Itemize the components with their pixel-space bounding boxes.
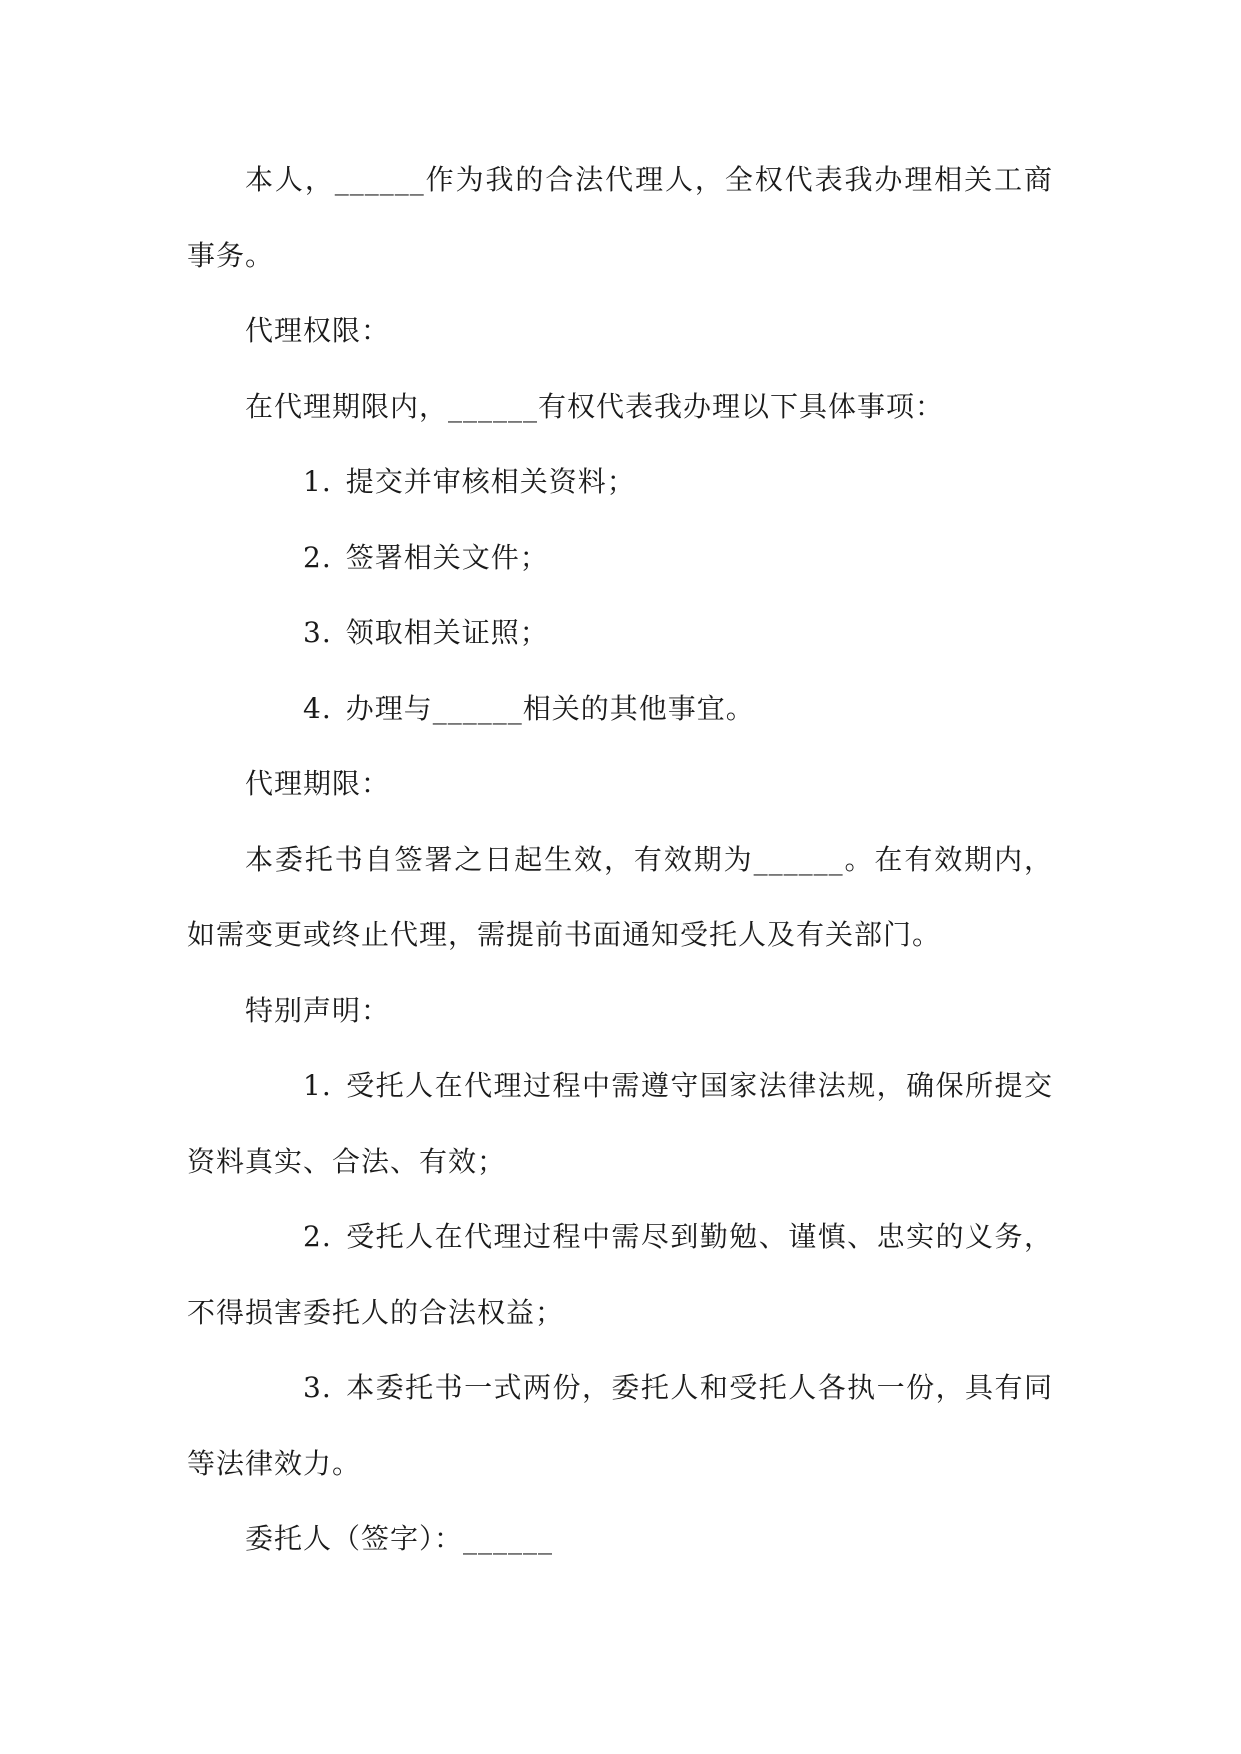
signature-line — [187, 1501, 1053, 1577]
list-number: 3. — [303, 616, 332, 649]
section-heading-authority — [187, 293, 1053, 369]
authority-intro-paragraph — [187, 369, 1053, 445]
declaration-item-3 — [187, 1350, 1053, 1501]
authority-item-2 — [187, 520, 1053, 596]
list-item-text: 提交并审核相关资料； — [345, 465, 636, 498]
paragraph-text: 在代理期限内，______有权代表我办理以下具体事项： — [245, 389, 945, 423]
paragraph-text: 本委托书自签署之日起生效，有效期为______。在有效期内，如需变更或终止代理，需提前书面通知受托人及有关部门。 — [187, 842, 1053, 951]
list-item-text: 签署相关文件； — [345, 540, 549, 574]
authority-item-1 — [187, 444, 1053, 520]
list-number: 2. — [303, 1220, 332, 1253]
authority-item-3 — [187, 595, 1053, 671]
document-body — [187, 142, 1053, 1577]
list-item-text: 受托人在代理过程中需遵守国家法律法规，确保所提交资料真实、合法、有效； — [187, 1069, 1053, 1178]
list-number: 1. — [303, 1069, 332, 1102]
declaration-item-1 — [187, 1048, 1053, 1199]
declaration-item-2 — [187, 1199, 1053, 1350]
list-item-text: 办理与______相关的其他事宜。 — [345, 691, 755, 725]
list-item-text: 领取相关证照； — [345, 616, 549, 649]
authority-item-4 — [187, 671, 1053, 747]
list-number: 4. — [303, 691, 332, 725]
paragraph-text: 代理期限： — [245, 767, 391, 800]
paragraph-text: 委托人（签字）：______ — [245, 1522, 554, 1555]
paragraph-text: 代理权限： — [245, 314, 391, 347]
list-number: 3. — [303, 1371, 332, 1404]
paragraph-text: 特别声明： — [245, 993, 391, 1027]
paragraph-text: 本人，______作为我的合法代理人，全权代表我办理相关工商事务。 — [187, 163, 1053, 272]
intro-paragraph — [187, 142, 1053, 293]
section-heading-term — [187, 746, 1053, 822]
list-item-text: 受托人在代理过程中需尽到勤勉、谨慎、忠实的义务，不得损害委托人的合法权益； — [187, 1220, 1053, 1329]
list-number: 2. — [303, 540, 332, 574]
section-heading-declaration — [187, 973, 1053, 1049]
list-number: 1. — [303, 465, 332, 498]
list-item-text: 本委托书一式两份，委托人和受托人各执一份，具有同等法律效力。 — [187, 1371, 1053, 1480]
term-paragraph — [187, 822, 1053, 973]
